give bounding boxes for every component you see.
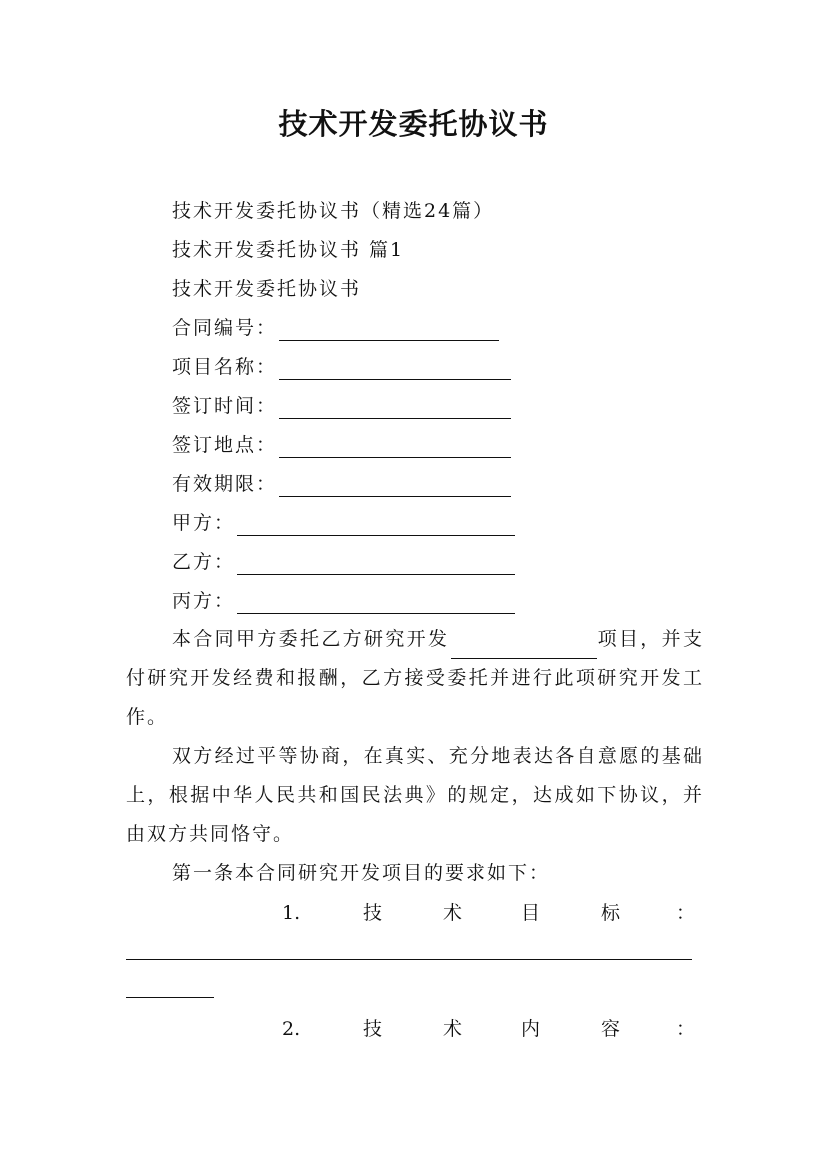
blank-line bbox=[279, 398, 511, 419]
paragraph-text: 本合同甲方委托乙方研究开发 bbox=[172, 628, 450, 650]
paragraph-agreement: 双方经过平等协商，在真实、充分地表达各自意愿的基础上，根据中华人民共和国民法典》的规定，达成如下协议，并由双方共同恪守。 bbox=[126, 745, 704, 845]
blank-line bbox=[237, 515, 515, 536]
blank-line bbox=[279, 476, 511, 497]
blank-line bbox=[279, 437, 511, 458]
item-char: 术 bbox=[443, 902, 463, 924]
field-label: 甲方： bbox=[172, 512, 236, 534]
field-label: 合同编号： bbox=[172, 317, 278, 339]
item-number: 2. bbox=[282, 1018, 301, 1040]
item-char: ： bbox=[676, 902, 696, 924]
item-char: 技 bbox=[363, 1018, 383, 1040]
blank-line bbox=[126, 997, 214, 998]
field-validity bbox=[172, 471, 511, 497]
subtitle: 技术开发委托协议书（精选24篇） bbox=[172, 200, 495, 222]
blank-line bbox=[126, 959, 692, 960]
section-heading: 技术开发委托协议书 bbox=[172, 278, 362, 300]
blank-line bbox=[279, 320, 499, 341]
item-char: 内 bbox=[521, 1018, 541, 1040]
item-number: 1. bbox=[282, 902, 301, 924]
item-char: 容 bbox=[601, 1018, 621, 1040]
field-party-b bbox=[172, 549, 515, 575]
blank-line bbox=[279, 359, 511, 380]
field-sign-place bbox=[172, 432, 511, 458]
blank-line bbox=[237, 554, 515, 575]
field-party-a bbox=[172, 510, 515, 536]
field-project-name bbox=[172, 354, 511, 380]
item-char: 术 bbox=[443, 1018, 463, 1040]
paragraph-text: 项目，并支付研究开发经费和报酬，乙方接受委托并进行此项研究开发工作。 bbox=[126, 628, 704, 728]
item-char: 技 bbox=[363, 902, 383, 924]
blank-line bbox=[451, 636, 597, 659]
field-label: 签订时间： bbox=[172, 395, 278, 417]
item-char: 目 bbox=[521, 902, 541, 924]
article-one: 第一条本合同研究开发项目的要求如下： bbox=[172, 862, 551, 884]
field-label: 签订地点： bbox=[172, 434, 278, 456]
chapter-heading: 技术开发委托协议书 篇1 bbox=[172, 239, 405, 261]
field-label: 乙方： bbox=[172, 551, 236, 573]
field-label: 项目名称： bbox=[172, 356, 278, 378]
item-char: ： bbox=[676, 1018, 696, 1040]
field-contract-number bbox=[172, 315, 499, 341]
paragraph-entrustment bbox=[126, 620, 704, 737]
document-title: 技术开发委托协议书 bbox=[278, 107, 549, 141]
field-label: 丙方： bbox=[172, 590, 236, 612]
field-label: 有效期限： bbox=[172, 473, 278, 495]
field-party-c bbox=[172, 588, 515, 614]
blank-line bbox=[237, 593, 515, 614]
item-char: 标 bbox=[601, 902, 621, 924]
field-sign-time bbox=[172, 393, 511, 419]
